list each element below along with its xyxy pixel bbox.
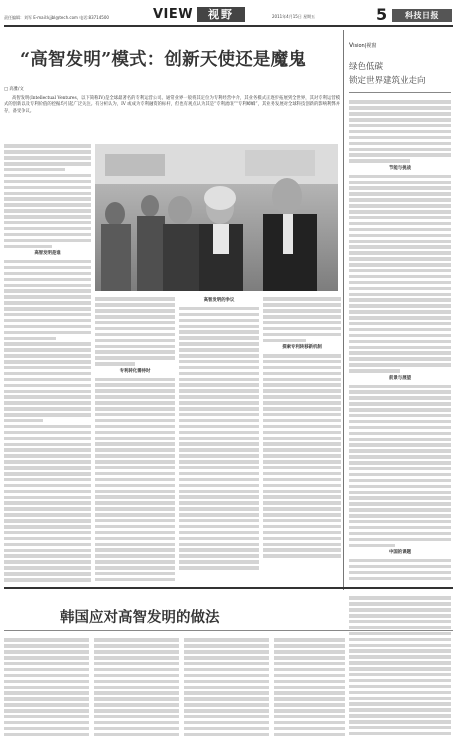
bottom-headline: 韩国应对高智发明的做法 xyxy=(60,609,220,626)
sidebar-subheading-3: 中国的课题 xyxy=(389,550,411,556)
header-rule xyxy=(4,25,453,27)
sidebar-headline-line2: 锁定世界建筑业走向 xyxy=(349,76,426,86)
text-block xyxy=(349,100,451,162)
article-column-1 xyxy=(4,142,91,584)
sidebar-subheading-1: 节能与挑战 xyxy=(389,165,411,171)
text-block xyxy=(4,260,91,584)
sidebar-rule xyxy=(349,92,451,93)
text-block xyxy=(4,144,91,248)
newspaper-logo: 科技日报 xyxy=(392,9,452,22)
subheading-controversy: 高智发明的争议 xyxy=(203,298,235,303)
text-block xyxy=(4,638,89,736)
text-block xyxy=(349,559,451,582)
text-block xyxy=(184,638,269,736)
text-block xyxy=(94,638,179,736)
bottom-column-1 xyxy=(4,636,89,744)
sidebar-headline-line1: 绿色低碳 xyxy=(349,62,384,72)
sidebar-subheading-2: 前景与展望 xyxy=(389,375,411,381)
text-block xyxy=(349,385,451,548)
page-header xyxy=(4,4,453,26)
sidebar-divider xyxy=(343,30,344,590)
issue-date: 2011年4月15日 星期五 xyxy=(272,14,316,19)
bottom-column-4 xyxy=(274,636,345,744)
article-column-4 xyxy=(263,295,341,584)
subheading-who: 高智发明是谁 xyxy=(34,251,61,257)
vision-column-tag: Vision|视窗 xyxy=(349,42,377,49)
main-headline: “高智发明”模式：创新天使还是魔鬼 xyxy=(20,50,307,70)
news-photo xyxy=(95,144,338,291)
subheading-mechanism: 探索专利转移新机制 xyxy=(282,345,322,351)
bottom-column-3 xyxy=(184,636,269,744)
text-block xyxy=(179,307,259,570)
lead-paragraph: 高智发明(Intellectual Ventures，以下简称IV)是全球最著名的专利运营公司。通常业界一般将其定位为专利经营中介，其业务模式正逐步拓展到全世界，其对专利运营模式的创新以及专利价值的挖掘均引起广泛关注。有分析认为，IV 或成为专利融资的标杆，但也有观点认为其是“专利流氓”“专利蟑螂”，其业务发展对全球科技创新的影响利弊并存，备受争议。 xyxy=(4,96,340,114)
text-block xyxy=(95,378,175,584)
bottom-band-rule xyxy=(4,587,453,589)
text-block xyxy=(263,354,341,558)
sidebar-article-cont xyxy=(349,594,451,744)
article-column-3 xyxy=(179,295,259,584)
text-block xyxy=(349,175,451,373)
article-column-2 xyxy=(95,295,175,584)
text-block xyxy=(349,596,451,735)
editor-info: 责任编辑：刘军 E-mail:kjjbl@tech.com 电话:83714500 xyxy=(4,15,109,20)
text-block xyxy=(263,297,341,342)
text-block xyxy=(274,638,345,736)
page-number: 5 xyxy=(376,5,388,24)
bottom-column-2 xyxy=(94,636,179,744)
byline: □ 高雅/文 xyxy=(4,87,24,92)
sidebar-article xyxy=(349,98,451,582)
photo-people-image xyxy=(95,144,338,291)
subheading-transfer: 专利转化需待时 xyxy=(119,368,151,374)
view-label: VIEW xyxy=(153,7,194,22)
text-block xyxy=(95,297,175,365)
section-label: 视野 xyxy=(197,7,245,22)
